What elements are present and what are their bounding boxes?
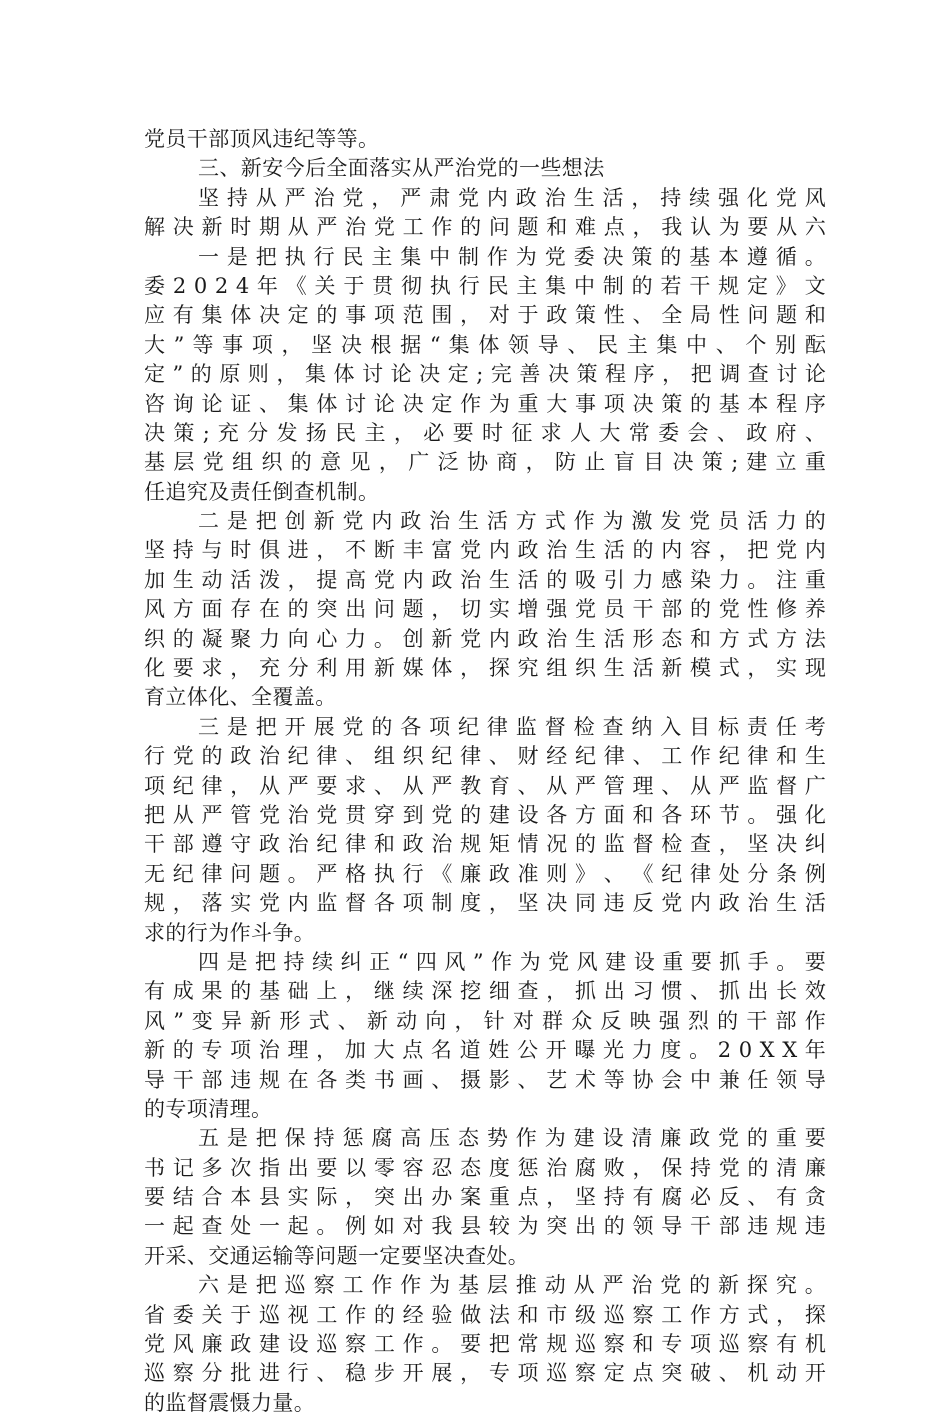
text-line: 化 要 求 ， 充 分 利 用 新 媒 体 ， 探 究 组 织 生 活 新 模 式 ， 实 现 — [144, 656, 826, 681]
text-line: 书 记 多 次 指 出 要 以 零 容 忍 态 度 惩 治 腐 败 ， 保 持 党 的 清 廉 — [144, 1155, 826, 1180]
text-line: 的监督震慑力量。 — [144, 1390, 316, 1415]
text-line: 咨 询 论 证 、 集 体 讨 论 决 定 作 为 重 大 事 项 决 策 的 基 本 程 序 — [144, 391, 826, 416]
text-line: 的专项清理。 — [144, 1096, 273, 1121]
text-line: 省 委 关 于 巡 视 工 作 的 经 验 做 法 和 市 级 巡 察 工 作 方 式 ， 探 — [144, 1302, 826, 1327]
text-line: 定 ” 的 原 则 ， 集 体 讨 论 决 定 ; 完 善 决 策 程 序 ， 把 调 查 讨 论 — [144, 362, 826, 387]
text-line: 三、新安今后全面落实从严治党的一些想法 — [198, 156, 605, 181]
text-line: 有 成 果 的 基 础 上 ， 继 续 深 挖 细 查 ， 抓 出 习 惯 、 抓 出 长 效 — [144, 979, 826, 1004]
text-line: 大 ” 等 事 项 ， 坚 决 根 据 “ 集 体 领 导 、 民 主 集 中 、 个 别 酝 — [144, 332, 826, 357]
text-line: 党 风 廉 政 建 设 巡 察 工 作 。 要 把 常 规 巡 察 和 专 项 巡 察 有 机 — [144, 1332, 826, 1357]
text-line: 五 是 把 保 持 惩 腐 高 压 态 势 作 为 建 设 清 廉 政 党 的 重 要 — [198, 1126, 826, 1151]
text-line: 三 是 把 开 展 党 的 各 项 纪 律 监 督 检 查 纳 入 目 标 责 任 考 — [198, 714, 826, 739]
text-line: 任追究及责任倒查机制。 — [144, 479, 380, 504]
text-line: 把 从 严 管 党 治 党 贯 穿 到 党 的 建 设 各 方 面 和 各 环 节 。 强 化 — [144, 802, 826, 827]
text-line: 新 的 专 项 治 理 ， 加 大 点 名 道 姓 公 开 曝 光 力 度 。 2 0 X X 年 — [144, 1038, 826, 1063]
text-line: 二 是 把 创 新 党 内 政 治 生 活 方 式 作 为 激 发 党 员 活 力 的 — [198, 509, 826, 534]
text-line: 坚 持 从 严 治 党 ， 严 肃 党 内 政 治 生 活 ， 持 续 强 化 党 风 — [198, 185, 826, 210]
text-line: 解 决 新 时 期 从 严 治 党 工 作 的 问 题 和 难 点 ， 我 认 为 要 从 六 — [144, 215, 826, 240]
text-line: 党员干部顶风违纪等等。 — [144, 127, 380, 151]
text-line: 一 是 把 执 行 民 主 集 中 制 作 为 党 委 决 策 的 基 本 遵 循 。 — [198, 244, 826, 269]
text-line: 项 纪 律 ， 从 严 要 求 、 从 严 教 育 、 从 严 管 理 、 从 严 监 督 广 — [144, 773, 826, 798]
text-line: 育立体化、全覆盖。 — [144, 685, 337, 710]
text-line: 规 ， 落 实 党 内 监 督 各 项 制 度 ， 坚 决 同 违 反 党 内 政 治 生 活 — [144, 891, 826, 916]
text-line: 行 党 的 政 治 纪 律 、 组 织 纪 律 、 财 经 纪 律 、 工 作 纪 律 和 生 — [144, 744, 826, 769]
text-line: 求的行为作斗争。 — [144, 920, 316, 945]
text-line: 决 策 ; 充 分 发 扬 民 主 ， 必 要 时 征 求 人 大 常 委 会 、 政 府 、 — [144, 420, 826, 445]
text-line: 无 纪 律 问 题 。 严 格 执 行 《 廉 政 准 则 》 、 《 纪 律 处 分 条 例 — [144, 861, 826, 886]
text-line: 六 是 把 巡 察 工 作 作 为 基 层 推 动 从 严 治 党 的 新 探 究 。 — [198, 1273, 826, 1298]
text-line: 坚 持 与 时 俱 进 ， 不 断 丰 富 党 内 政 治 生 活 的 内 容 ， 把 党 内 — [144, 538, 826, 563]
text-line: 风 ” 变 异 新 形 式 、 新 动 向 ， 针 对 群 众 反 映 强 烈 的 干 部 作 — [144, 1008, 826, 1033]
text-line: 加 生 动 活 泼 ， 提 高 党 内 政 治 生 活 的 吸 引 力 感 染 力 。 注 重 — [144, 567, 826, 592]
text-line: 干 部 遵 守 政 治 纪 律 和 政 治 规 矩 情 况 的 监 督 检 查 ， 坚 决 纠 — [144, 832, 826, 857]
text-line: 一 起 查 处 一 起 。 例 如 对 我 县 较 为 突 出 的 领 导 干 部 违 规 违 — [144, 1214, 826, 1239]
text-line: 应 有 集 体 决 定 的 事 项 范 围 ， 对 于 政 策 性 、 全 局 性 问 题 和 — [144, 303, 826, 328]
text-line: 风 方 面 存 在 的 突 出 问 题 ， 切 实 增 强 党 员 干 部 的 党 性 修 养 — [144, 597, 826, 622]
text-line: 开采、交通运输等问题一定要坚决查处。 — [144, 1243, 530, 1268]
text-line: 巡 察 分 批 进 行 、 稳 步 开 展 ， 专 项 巡 察 定 点 突 破 、 机 动 开 — [144, 1361, 826, 1386]
text-line: 基 层 党 组 织 的 意 见 ， 广 泛 协 商 ， 防 止 盲 目 决 策 ; 建 立 重 — [144, 450, 826, 475]
text-line: 委 2 0 2 4 年 《 关 于 贯 彻 执 行 民 主 集 中 制 的 若 干 规 定 》 文 — [144, 273, 826, 298]
text-line: 四 是 把 持 续 纠 正 “ 四 风 ” 作 为 党 风 建 设 重 要 抓 手 。 要 — [198, 949, 826, 974]
text-line: 要 结 合 本 县 实 际 ， 突 出 办 案 重 点 ， 坚 持 有 腐 必 反 、 有 贪 — [144, 1185, 826, 1210]
text-line: 织 的 凝 聚 力 向 心 力 。 创 新 党 内 政 治 生 活 形 态 和 方 式 方 法 — [144, 626, 826, 651]
document-page — [144, 125, 826, 1418]
text-line: 导 干 部 违 规 在 各 类 书 画 、 摄 影 、 艺 术 等 协 会 中 兼 任 领 导 — [144, 1067, 826, 1092]
